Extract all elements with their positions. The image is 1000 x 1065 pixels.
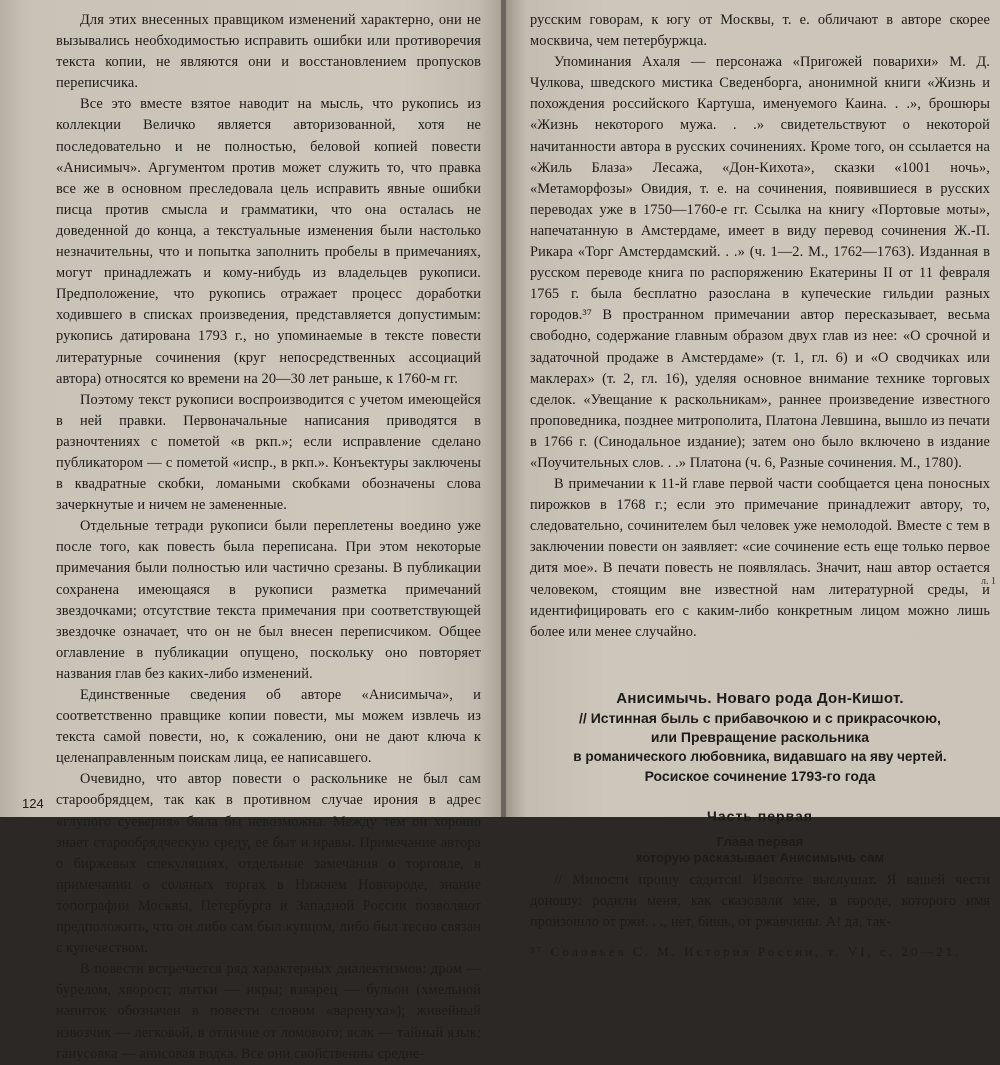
page-number: 124	[22, 796, 44, 811]
work-title-line: Росиское сочинение 1793-го года	[644, 767, 876, 784]
chapter-title	[530, 834, 990, 866]
margin-note: л. 1	[981, 576, 996, 587]
part-title: Часть первая	[707, 807, 813, 824]
work-title-line: // Истинная быль с прибавочкою и с прикрасочкою,	[579, 709, 941, 726]
paragraph: русским говорам, к югу от Москвы, т. е. обличают в авторе скорее москвича, чем петербуржца.	[530, 12, 990, 50]
right-page	[506, 0, 1000, 960]
story-text-block	[530, 870, 990, 933]
paragraph: В повести встречается ряд характерных диалектизмов: дром — бурелом, хворост; лытки — икры; взварец — бульон (хмельной напиток обозначен в повести словом «варенуха»); живейный извозчик — легковой, в отличие от ломового; ясак — тайный язык; ганусовка — анисовая водка. Все они свойственны средне-	[56, 961, 481, 1062]
work-title	[530, 689, 990, 786]
paragraph: Поэтому текст рукописи воспроизводится с учетом имеющейся в ней правки. Первоначальные написания приводятся в разночтениях с пометой «в ркп.»; если исправление сделано публикатором — с пометой «испр., в ркп.». Конъектуры заключены в квадратные скобки, ломаными скобками обозначены слова зачеркнутые и ничем не замененные.	[56, 391, 481, 514]
paragraph: В примечании к 11-й главе первой части сообщается цена поносных пирожков в 1768 г.; если это примечание принадлежит автору, то, следовательно, сочинителем был человек уже немолодой. Вместе с тем в заключении повести он заявляет: «сие сочинение есть еще только первое дитя мое». В печати повесть не появлялась. Значит, наш автор остается человеком, стоящим вне известной нам литературной среды, и идентифицировать его с каким-либо конкретным лицом можно лишь более или менее случайно.	[530, 476, 990, 640]
right-page-text	[530, 10, 990, 643]
left-page-text	[56, 10, 481, 1065]
paragraph: Отдельные тетради рукописи были переплетены воедино уже после того, как повесть была переписана. При этом некоторые примечания были полностью или частично срезаны. В публикации сохранена имеющаяся в рукописи разметка примечаний звездочками; отсутствие текста примечания при соответствующей звездочке означает, что он не был внесен переписчиком. Общее оглавление в публикации опущено, поскольку оно повторяет названия глав без каких-либо изменений.	[56, 518, 481, 682]
footnote: ³⁷ Соловьев С. М. История России, т. VI, с. 20—21.	[530, 944, 962, 960]
paragraph: Все это вместе взятое наводит на мысль, что рукопись из коллекции Величко является авторизованной, хотя не последовательно и не полностью, беловой копией повести «Анисимыч». Аргументом против может служить то, что правка все же в основном преследовала цель исправить явные ошибки писца против смысла и грамматики, что она осталась не доведенной до конца, а текстуальные изменения были настолько незначительны, что и попытка заполнить пробелы в примечаниях, могут принадлежать и кому-нибудь из владельцев рукописи. Предположение, что рукопись отражает процесс доработки ходившего в списках произведения, представляется допустимым: рукопись датирована 1793 г., но упоминаемые в тексте повести литературные сочинения (круг непосредственных ассоциаций автора) относятся ко времени на 20—30 лет раньше, к 1760-м гг.	[56, 96, 481, 387]
footnote-rule	[534, 939, 644, 940]
work-title-line: Анисимычь. Новаго рода Дон-Кишот.	[616, 689, 904, 707]
paragraph: Единственные сведения об авторе «Анисимыча», и соответственно правщике копии повести, мы можем извлечь из текста самой повести, но, к сожалению, они не дают ключа к целенаправленным поискам лица, ее написавшего.	[56, 687, 481, 767]
paragraph: Упоминания Ахаля — персонажа «Пригожей поварихи» М. Д. Чулкова, шведского мистика Сведенборга, анонимной книги «Жизнь и похождения российского Картуша, именуемого Каина. . .», брошюры «Жизнь некоторого мужа. . .» свидетельствуют о некоторой начитанности автора в русских сочинениях. Кроме того, он ссылается на «Жиль Блаза» Лесажа, «Дон-Кихота», сказки «1001 ночь», «Метаморфозы» Овидия, т. е. на сочинения, появившиеся в русских переводах уже в 1750—1760-е гг. Ссылка на книгу «Портовые моты», напечатанную в Амстердаме, имеет в виду перевод сочинения Ж.-П. Рикара «Торг Амстердамский. . .» (ч. 1—2. М., 1762—1763). Изданная в русском переводе книга по распоряжению Екатерины II от 11 февраля 1765 г. была бесплатно разослана в купеческие гильдии разных городов.³⁷ В пространном примечании автор пересказывает, весьма свободно, содержание главным образом двух глав из нее: «О срочной и задаточной продаже в Амстердаме» (т. 1, гл. 6) и «О сводчиках или маклерах» (т. 2, гл. 16), уделяя основное внимание технике торговых сделок. «Увещание к раскольникам», раннее произведение известного проповедника, позднее митрополита, Платона Левшина, вышло из печати в 1766 г. (Синодальное издание); затем оно было включено в издание «Поучительных слов. . .» Платона (ч. 6, Разные сочинения. М., 1780).	[530, 54, 990, 471]
paragraph: Очевидно, что автор повести о раскольнике не был сам старообрядцем, так как в противном случае ирония в адрес «глупого суеверия» была бы невозможна. Между тем он хорошо знает старообрядческую среду, ее быт и нравы. Примечание автора о биржевых спекуляциях, отдельные замечания о торговле, в примечании о соляных торгах в Нижнем Новгороде, знание топографии Москвы, Петербурга и Западной России позволяют предположить, что он либо сам был купцом, либо был тесно связан с купечеством.	[56, 771, 481, 957]
chapter-subtitle: которую расказывает Анисимычь сам	[635, 849, 885, 865]
paragraph: Для этих внесенных правщиком изменений характерно, они не вызывались необходимостью исправить ошибки или противоречия текста копии, не являются они и восстановлением пропусков переписчика.	[56, 12, 481, 92]
story-text: // Милости прошу садится! Изволте выслушат. Я вашей чести доношу: родили меня, как сказовали мне, в городе, которого имя произошло от ржи. . ., нет, бишь, от ржавчины. А! да, так-	[530, 871, 990, 930]
work-title-line: или Превращение раскольника	[650, 728, 870, 745]
work-title-line: в романического любовника, видавшаго на яву чертей.	[573, 748, 947, 764]
chapter-title-main: Глава первая	[716, 833, 804, 849]
